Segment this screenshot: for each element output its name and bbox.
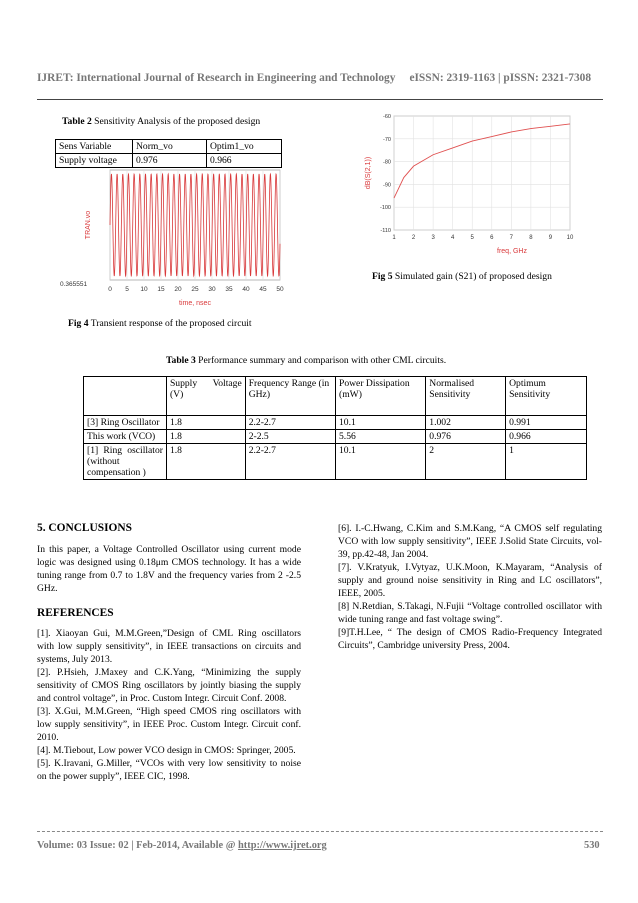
header-rule [37,99,603,100]
table2 [55,139,282,168]
table3-header-row [84,377,587,416]
references-heading: REFERENCES [37,607,114,619]
table3-cell: [1] Ring oscillator (without compensation ) [84,444,167,480]
footer-link[interactable]: http://www.ijret.org [238,840,327,851]
table3-cell: 1.002 [426,416,506,430]
fig4-xtick-label: 25 [191,286,199,293]
fig5-caption-text: Simulated gain (S21) of proposed design [392,271,552,282]
references-right-list [338,522,602,652]
table2-header-cell: Sens Variable [56,140,133,154]
table2-header-cell: Norm_vo [133,140,207,154]
page-number: 530 [584,840,600,851]
table3-caption [166,355,446,366]
table3-row [84,430,587,444]
reference-item: [6]. I.-C.Hwang, C.Kim and S.M.Kang, “A CMOS self regulating VCO with low supply sensitivity”, IEEE J.Solid State Circuits, vol-39, pp.42-48, Jan 2004. [338,523,602,560]
reference-item: [9]T.H.Lee, “ The design of CMOS Radio-Frequency Integrated Circuits”, Cambridge university Press, 2004. [338,627,602,651]
fig4-xtick-label: 35 [225,286,233,293]
table2-cell: 0.966 [207,154,282,168]
fig4-xtick-label: 30 [208,286,216,293]
table3-cell: 2-2.5 [245,430,335,444]
conclusions-heading: 5. CONCLUSIONS [37,522,132,534]
table3-cell: 5.56 [336,430,426,444]
table3-header-cell [84,377,167,416]
fig4-xtick-label: 10 [140,286,148,293]
table2-cell: 0.976 [133,154,207,168]
fig4-xtick-label: 50 [276,286,284,293]
fig5-chart [362,110,584,260]
fig5-xtick-label: 5 [470,235,474,241]
left-column [37,522,301,783]
fig5-ytick-label: -70 [383,136,391,143]
table3-header-cell: Power Dissipation (mW) [336,377,426,416]
fig4-xtick-label: 15 [157,286,165,293]
references-left-list [37,627,301,783]
fig5-xtick-label: 6 [490,235,494,241]
fig5-xtick-label: 9 [548,235,553,241]
fig4-xticks [108,286,284,293]
reference-item: [1]. Xiaoyan Gui, M.M.Green,”Design of CML Ring oscillators with low supply sensitivity”, in IEEE transactions on circuits and systems, July 2013. [37,628,301,665]
footer-text: Volume: 03 Issue: 02 | Feb-2014, Available @ [37,840,239,851]
fig4-xtick-label: 20 [174,286,182,293]
table3-cell: 1.8 [166,416,245,430]
journal-title: IJRET: International Journal of Research in Engineering and Technology [37,72,396,84]
table2-header-row [56,140,282,154]
fig5-xtick-label: 10 [566,235,574,241]
fig5-xlabel: freq, GHz [497,248,527,255]
fig5-caption [372,271,552,282]
table3-header-cell: Supply Voltage (V) [166,377,245,416]
table3-cell: 0.976 [426,430,506,444]
reference-item: [7]. V.Kratyuk, I.Vytyaz, U.K.Moon, K.Mayaram, “Analysis of supply and ground noise sensitivity in Ring and LC oscillators”, IEEE, 2005. [338,562,602,599]
fig5-ytick-label: -110 [380,228,391,234]
fig5-ytick-label: -60 [383,114,391,120]
conclusions-text: In this paper, a Voltage Controlled Oscillator using current mode logic was designed using 0.18μm CMOS technology. It has a wide tuning range from 0.7 to 1.8V and the frequency varies from 2 -2.5 GHz. [37,544,301,594]
table2-caption-text: Sensitivity Analysis of the proposed design [91,116,261,127]
table3-cell: [3] Ring Oscillator [84,416,167,430]
table2-header-cell: Optim1_vo [207,140,282,154]
reference-item: [4]. M.Tiebout, Low power VCO design in CMOS: Springer, 2005. [37,745,296,756]
fig5-ytick-label: -90 [383,182,391,189]
fig4-chart [58,166,290,312]
reference-item: [3]. X.Gui, M.M.Green, “High speed CMOS ring oscillators with low supply sensitivity”, in IEEE Proc. Custom Integr. Circuit conf. 2010. [37,706,301,743]
table3-cell: 10.1 [336,444,426,480]
fig4-xlabel: time, nsec [179,300,211,307]
table2-caption [62,116,260,127]
fig4-xtick-label: 0 [108,286,112,293]
table3-cell: 2.2-2.7 [245,416,335,430]
fig4-ylabel: TRAN.vo [85,210,92,240]
table2-caption-label: Table 2 [62,116,92,127]
fig4-caption-label: Fig 4 [68,318,89,329]
table3-cell: 1 [506,444,587,480]
table3-caption-label: Table 3 [166,355,196,366]
table3-cell: 1.8 [166,430,245,444]
table3-cell: 0.991 [506,416,587,430]
table3-cell: 2.2-2.7 [245,444,335,480]
footer-rule [37,831,603,832]
fig5-xtick-label: 7 [509,235,514,241]
fig5-xtick-label: 4 [450,235,455,241]
journal-issn: eISSN: 2319-1163 | pISSN: 2321-7308 [409,72,592,84]
fig5-xtick-label: 8 [529,235,533,241]
table3-cell: 1.8 [166,444,245,480]
fig5-yticks [380,114,391,234]
fig5-caption-label: Fig 5 [372,271,393,282]
fig5-xticks [392,235,574,241]
fig4-ymin-label: 0.365551 [60,281,88,288]
fig5-ytick-label: -100 [379,205,391,212]
table3-header-cell: Frequency Range (in GHz) [245,377,335,416]
table2-cell: Supply voltage [56,154,133,168]
table3-row [84,444,587,480]
fig5-ytick-label: -80 [383,159,391,166]
table3-header-cell: Normalised Sensitivity [426,377,506,416]
reference-item: [5]. K.Iravani, G.Miller, “VCOs with very low sensitivity to noise on the power supply”, IEEE CIC, 1998. [37,758,301,782]
reference-item: [2]. P.Hsieh, J.Maxey and C.K.Yang, “Minimizing the supply sensitivity of CMOS Ring oscillators by jointly biasing the supply and control voltage”, in Proc. Custom Integr. Circuit Conf. 2008. [37,667,301,704]
fig4-xtick-label: 45 [259,286,267,293]
table3-cell: 2 [426,444,506,480]
fig5-xtick-label: 2 [411,235,416,241]
reference-item: [8] N.Retdian, S.Takagi, N.Fujii “Voltage controlled oscillator with wide tuning range and fast voltage swing”. [338,601,602,625]
table3-cell: This work (VCO) [84,430,167,444]
fig4-caption-text: Transient response of the proposed circuit [88,318,252,329]
table3 [83,376,587,480]
journal-header [37,72,591,84]
fig4-xtick-label: 5 [125,286,129,293]
fig5-ylabel: dB(S(2,1)) [365,156,372,190]
fig5-xtick-label: 3 [431,235,435,241]
fig5-xtick-label: 1 [392,235,396,241]
table3-header-cell: Optimum Sensitivity [506,377,587,416]
footer [37,840,327,851]
table3-cell: 0.966 [506,430,587,444]
fig4-caption [68,318,252,329]
table3-row [84,416,587,430]
table3-caption-text: Performance summary and comparison with other CML circuits. [195,355,447,366]
fig5-plot-frame [394,116,570,230]
fig4-xtick-label: 40 [242,286,250,293]
table3-cell: 10.1 [336,416,426,430]
